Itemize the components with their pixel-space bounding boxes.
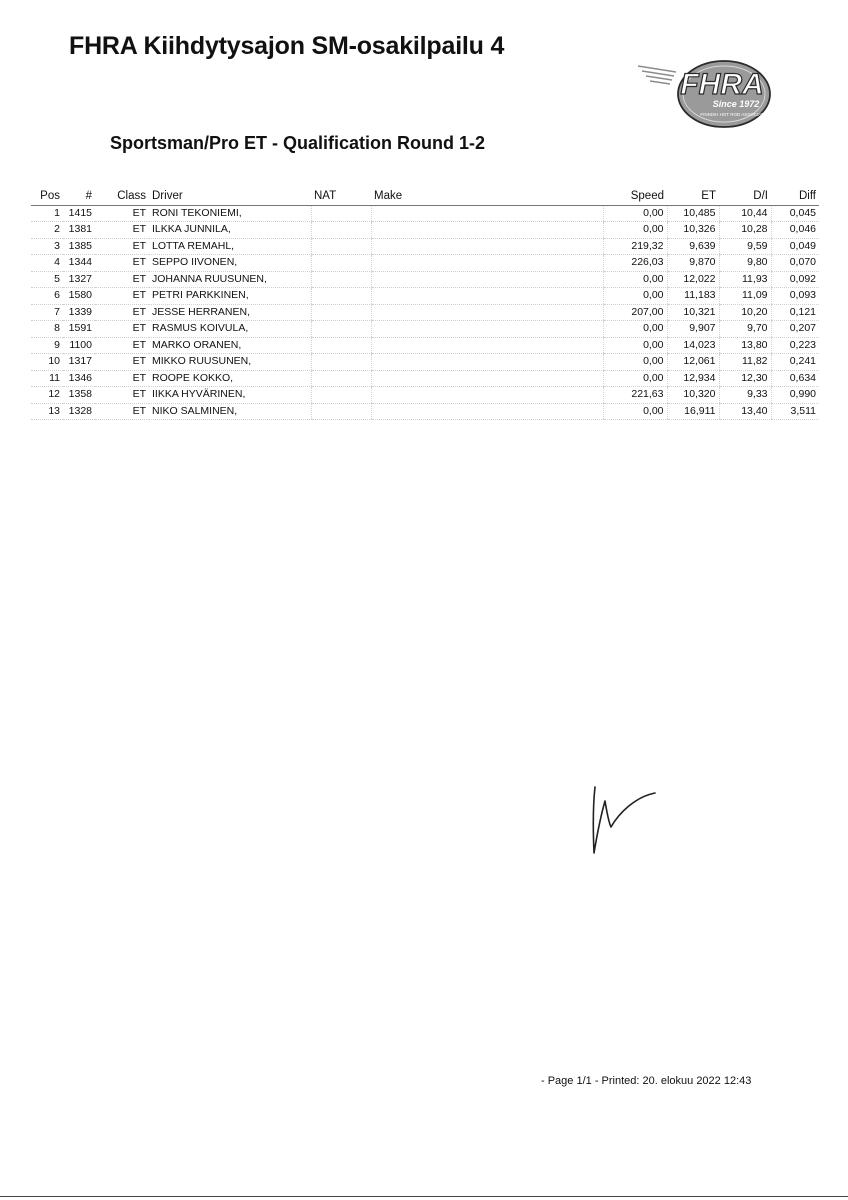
cell-number: 1591 bbox=[63, 321, 95, 338]
cell-diff: 0,092 bbox=[771, 271, 819, 288]
cell-diff: 0,241 bbox=[771, 354, 819, 371]
cell-driver: ROOPE KOKKO, bbox=[149, 370, 311, 387]
cell-number: 1317 bbox=[63, 354, 95, 371]
header-make: Make bbox=[371, 189, 603, 205]
cell-diff: 0,045 bbox=[771, 205, 819, 222]
cell-driver: IIKKA HYVÄRINEN, bbox=[149, 387, 311, 404]
cell-pos: 10 bbox=[31, 354, 63, 371]
cell-di: 9,80 bbox=[719, 255, 771, 272]
cell-number: 1385 bbox=[63, 238, 95, 255]
cell-speed: 0,00 bbox=[603, 205, 667, 222]
results-table bbox=[31, 189, 819, 420]
table-row bbox=[31, 321, 819, 338]
cell-nat bbox=[311, 387, 371, 404]
cell-number: 1344 bbox=[63, 255, 95, 272]
header-number: # bbox=[63, 189, 95, 205]
cell-speed: 0,00 bbox=[603, 337, 667, 354]
cell-class: ET bbox=[95, 255, 149, 272]
cell-nat bbox=[311, 222, 371, 239]
cell-speed: 0,00 bbox=[603, 288, 667, 305]
cell-number: 1381 bbox=[63, 222, 95, 239]
cell-driver: LOTTA REMAHL, bbox=[149, 238, 311, 255]
header-et: ET bbox=[667, 189, 719, 205]
table-row bbox=[31, 304, 819, 321]
cell-make bbox=[371, 403, 603, 420]
cell-number: 1358 bbox=[63, 387, 95, 404]
cell-et: 10,326 bbox=[667, 222, 719, 239]
cell-make bbox=[371, 370, 603, 387]
svg-text:Since 1972: Since 1972 bbox=[712, 99, 760, 109]
cell-driver: JOHANNA RUUSUNEN, bbox=[149, 271, 311, 288]
cell-di: 10,20 bbox=[719, 304, 771, 321]
cell-driver: NIKO SALMINEN, bbox=[149, 403, 311, 420]
cell-make bbox=[371, 321, 603, 338]
cell-make bbox=[371, 387, 603, 404]
page-title: FHRA Kiihdytysajon SM-osakilpailu 4 bbox=[69, 32, 505, 60]
cell-speed: 207,00 bbox=[603, 304, 667, 321]
cell-et: 10,485 bbox=[667, 205, 719, 222]
table-row bbox=[31, 288, 819, 305]
cell-diff: 0,223 bbox=[771, 337, 819, 354]
header-driver: Driver bbox=[149, 189, 311, 205]
cell-diff: 0,049 bbox=[771, 238, 819, 255]
header-diff: Diff bbox=[771, 189, 819, 205]
table-row bbox=[31, 387, 819, 404]
table-row bbox=[31, 271, 819, 288]
cell-number: 1328 bbox=[63, 403, 95, 420]
cell-di: 10,28 bbox=[719, 222, 771, 239]
cell-di: 13,80 bbox=[719, 337, 771, 354]
cell-driver: MARKO ORANEN, bbox=[149, 337, 311, 354]
cell-class: ET bbox=[95, 271, 149, 288]
cell-di: 11,82 bbox=[719, 354, 771, 371]
cell-make bbox=[371, 205, 603, 222]
cell-pos: 3 bbox=[31, 238, 63, 255]
cell-number: 1339 bbox=[63, 304, 95, 321]
cell-nat bbox=[311, 354, 371, 371]
cell-diff: 3,511 bbox=[771, 403, 819, 420]
cell-speed: 221,63 bbox=[603, 387, 667, 404]
table-row bbox=[31, 238, 819, 255]
cell-et: 10,320 bbox=[667, 387, 719, 404]
cell-driver: SEPPO IIVONEN, bbox=[149, 255, 311, 272]
cell-speed: 0,00 bbox=[603, 370, 667, 387]
cell-class: ET bbox=[95, 370, 149, 387]
cell-nat bbox=[311, 205, 371, 222]
cell-et: 9,639 bbox=[667, 238, 719, 255]
cell-pos: 9 bbox=[31, 337, 63, 354]
table-row bbox=[31, 403, 819, 420]
cell-nat bbox=[311, 271, 371, 288]
cell-make bbox=[371, 271, 603, 288]
cell-class: ET bbox=[95, 205, 149, 222]
cell-nat bbox=[311, 370, 371, 387]
svg-text:FINNISH HOT ROD ASSOCIATION: FINNISH HOT ROD ASSOCIATION bbox=[700, 112, 772, 117]
cell-pos: 13 bbox=[31, 403, 63, 420]
cell-diff: 0,093 bbox=[771, 288, 819, 305]
cell-nat bbox=[311, 288, 371, 305]
cell-class: ET bbox=[95, 238, 149, 255]
cell-diff: 0,990 bbox=[771, 387, 819, 404]
cell-class: ET bbox=[95, 222, 149, 239]
cell-di: 10,44 bbox=[719, 205, 771, 222]
cell-diff: 0,070 bbox=[771, 255, 819, 272]
cell-speed: 0,00 bbox=[603, 354, 667, 371]
cell-class: ET bbox=[95, 304, 149, 321]
cell-di: 9,33 bbox=[719, 387, 771, 404]
cell-pos: 1 bbox=[31, 205, 63, 222]
cell-speed: 226,03 bbox=[603, 255, 667, 272]
cell-di: 11,93 bbox=[719, 271, 771, 288]
cell-make bbox=[371, 354, 603, 371]
cell-make bbox=[371, 222, 603, 239]
table-row bbox=[31, 255, 819, 272]
cell-diff: 0,207 bbox=[771, 321, 819, 338]
cell-driver: RASMUS KOIVULA, bbox=[149, 321, 311, 338]
table-row bbox=[31, 370, 819, 387]
cell-nat bbox=[311, 304, 371, 321]
cell-nat bbox=[311, 238, 371, 255]
cell-driver: PETRI PARKKINEN, bbox=[149, 288, 311, 305]
cell-class: ET bbox=[95, 288, 149, 305]
table-header-row bbox=[31, 189, 819, 205]
header-pos: Pos bbox=[31, 189, 63, 205]
cell-et: 9,870 bbox=[667, 255, 719, 272]
cell-pos: 6 bbox=[31, 288, 63, 305]
cell-et: 11,183 bbox=[667, 288, 719, 305]
svg-text:FHRA: FHRA bbox=[680, 68, 764, 101]
header-class: Class bbox=[95, 189, 149, 205]
cell-speed: 0,00 bbox=[603, 271, 667, 288]
cell-di: 12,30 bbox=[719, 370, 771, 387]
cell-class: ET bbox=[95, 387, 149, 404]
cell-nat bbox=[311, 321, 371, 338]
cell-pos: 2 bbox=[31, 222, 63, 239]
cell-diff: 0,046 bbox=[771, 222, 819, 239]
cell-di: 9,70 bbox=[719, 321, 771, 338]
cell-et: 9,907 bbox=[667, 321, 719, 338]
cell-make bbox=[371, 337, 603, 354]
cell-pos: 4 bbox=[31, 255, 63, 272]
cell-nat bbox=[311, 403, 371, 420]
cell-driver: RONI TEKONIEMI, bbox=[149, 205, 311, 222]
cell-nat bbox=[311, 337, 371, 354]
cell-speed: 0,00 bbox=[603, 403, 667, 420]
cell-di: 11,09 bbox=[719, 288, 771, 305]
cell-pos: 8 bbox=[31, 321, 63, 338]
cell-speed: 0,00 bbox=[603, 321, 667, 338]
table-row bbox=[31, 354, 819, 371]
cell-make bbox=[371, 304, 603, 321]
cell-number: 1100 bbox=[63, 337, 95, 354]
cell-number: 1327 bbox=[63, 271, 95, 288]
cell-make bbox=[371, 238, 603, 255]
handwritten-signature-icon bbox=[585, 775, 665, 865]
page-bottom-rule bbox=[0, 1196, 848, 1197]
cell-et: 16,911 bbox=[667, 403, 719, 420]
fhra-logo-icon bbox=[636, 54, 772, 130]
cell-number: 1346 bbox=[63, 370, 95, 387]
cell-pos: 12 bbox=[31, 387, 63, 404]
cell-diff: 0,121 bbox=[771, 304, 819, 321]
cell-di: 9,59 bbox=[719, 238, 771, 255]
cell-class: ET bbox=[95, 337, 149, 354]
cell-class: ET bbox=[95, 403, 149, 420]
table-row bbox=[31, 222, 819, 239]
cell-speed: 0,00 bbox=[603, 222, 667, 239]
cell-class: ET bbox=[95, 354, 149, 371]
cell-et: 14,023 bbox=[667, 337, 719, 354]
cell-et: 12,022 bbox=[667, 271, 719, 288]
header-di: D/I bbox=[719, 189, 771, 205]
results-subtitle: Sportsman/Pro ET - Qualification Round 1-2 bbox=[110, 133, 486, 153]
cell-pos: 7 bbox=[31, 304, 63, 321]
results-body bbox=[31, 205, 819, 420]
header-speed: Speed bbox=[603, 189, 667, 205]
cell-make bbox=[371, 255, 603, 272]
cell-driver: MIKKO RUUSUNEN, bbox=[149, 354, 311, 371]
cell-pos: 5 bbox=[31, 271, 63, 288]
cell-pos: 11 bbox=[31, 370, 63, 387]
cell-number: 1415 bbox=[63, 205, 95, 222]
cell-et: 12,061 bbox=[667, 354, 719, 371]
header-nat: NAT bbox=[311, 189, 371, 205]
page-footer: - Page 1/1 - Printed: 20. elokuu 2022 12:43 bbox=[541, 1075, 752, 1087]
cell-nat bbox=[311, 255, 371, 272]
cell-make bbox=[371, 288, 603, 305]
cell-diff: 0,634 bbox=[771, 370, 819, 387]
table-row bbox=[31, 205, 819, 222]
cell-di: 13,40 bbox=[719, 403, 771, 420]
table-row bbox=[31, 337, 819, 354]
cell-driver: ILKKA JUNNILA, bbox=[149, 222, 311, 239]
cell-driver: JESSE HERRANEN, bbox=[149, 304, 311, 321]
cell-speed: 219,32 bbox=[603, 238, 667, 255]
cell-et: 12,934 bbox=[667, 370, 719, 387]
cell-number: 1580 bbox=[63, 288, 95, 305]
cell-class: ET bbox=[95, 321, 149, 338]
cell-et: 10,321 bbox=[667, 304, 719, 321]
